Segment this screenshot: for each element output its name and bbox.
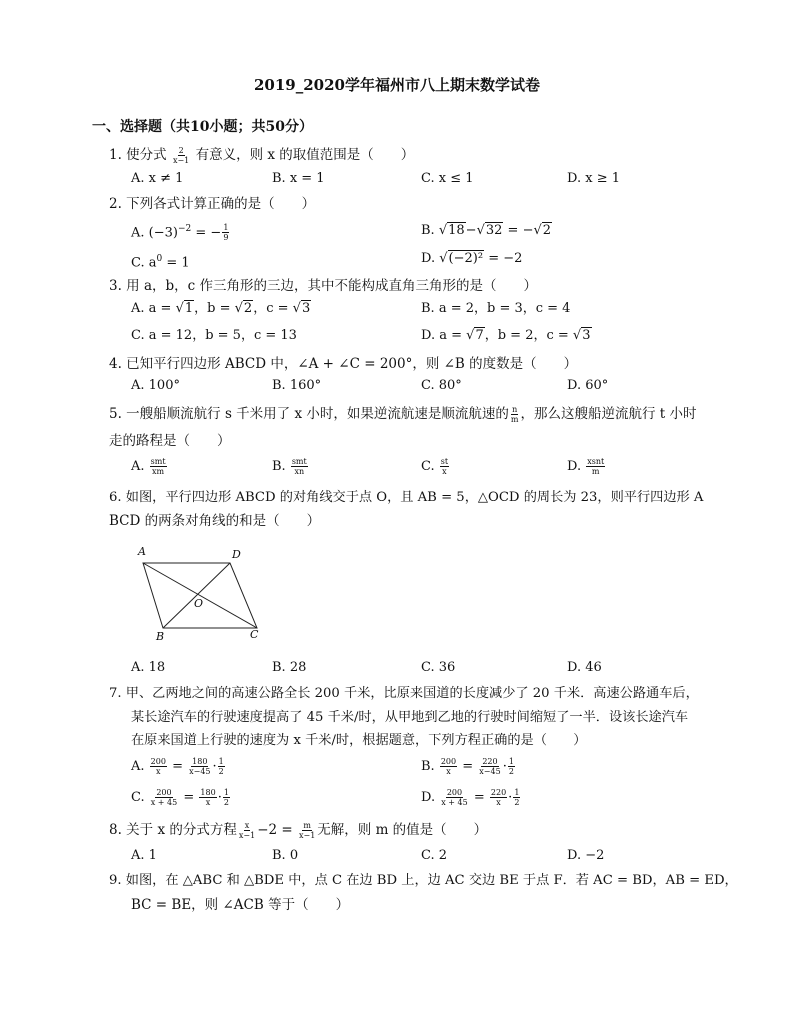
vertex-label-c: C bbox=[250, 628, 259, 641]
option-b: B. 28 bbox=[272, 660, 307, 675]
option-d: D. √(−2)² = −2 bbox=[421, 251, 523, 266]
option-a: A. $\frac{\text{smt}}{xm}$ bbox=[131, 457, 166, 476]
question-text: 有意义，则 x 的取值范围是（ ） bbox=[195, 147, 415, 163]
option-d: D. x ≥ 1 bbox=[567, 171, 620, 186]
question-5-line-2: 走的路程是（ ） bbox=[109, 433, 231, 449]
option-a: A. 18 bbox=[131, 660, 166, 675]
option-d: D. −2 bbox=[567, 848, 605, 863]
option-b: B. x = 1 bbox=[272, 171, 325, 186]
option-a: A. 1 bbox=[131, 848, 157, 863]
option-b: B. √18−√32 = −√2 bbox=[421, 223, 552, 238]
option-b: B. $\frac{\text{smt}}{xn}$ bbox=[272, 457, 307, 476]
question-3: 3. 用 a，b，c 作三角形的三边，其中不能构成直角三角形的是（ ） bbox=[109, 278, 538, 294]
page-title: 2019_2020学年福州市八上期末数学试卷 bbox=[254, 76, 540, 94]
parallelogram-figure bbox=[130, 545, 270, 645]
question-text: 1. 使分式 bbox=[109, 147, 167, 163]
option-c: C. 80° bbox=[421, 378, 462, 393]
question-9: 9. 如图，在 △ABC 和 △BDE 中，点 C 在边 BD 上，边 AC 交边 BE 于点 F．若 AC = BD，AB = ED， bbox=[109, 873, 738, 888]
option-a: A. x ≠ 1 bbox=[131, 171, 184, 186]
option-c: C. 36 bbox=[421, 660, 456, 675]
vertex-label-b: B bbox=[156, 630, 165, 643]
option-a: A. $(-3)^{-2}$ = − $\frac{1}{9}$ bbox=[131, 223, 229, 243]
question-6: 6. 如图，平行四边形 ABCD 的对角线交于点 O，且 AB = 5，△OCD 的周长为 23，则平行四边形 A bbox=[109, 490, 704, 505]
question-7-line-3: 在原来国道上行驶的速度为 x 千米/时，根据题意，下列方程正确的是（ ） bbox=[131, 733, 587, 748]
option-b: B. 160° bbox=[272, 378, 322, 393]
option-c: C. x ≤ 1 bbox=[421, 171, 474, 186]
section-heading: 一、选择题（共10小题；共50分） bbox=[92, 119, 313, 135]
option-c: C. $\frac{200}{x + 45}$ = $\frac{180}{x}$ · $\frac{1}{2}$ bbox=[131, 788, 229, 807]
option-b: B. a = 2，b = 3，c = 4 bbox=[421, 301, 571, 316]
center-label-o: O bbox=[194, 597, 204, 610]
option-d: D. a = √7，b = 2，c = √3 bbox=[421, 328, 591, 343]
option-b: B. $\frac{200}{x}$ = $\frac{220}{x-45}$ · $\frac{1}{2}$ bbox=[421, 757, 514, 776]
option-b: B. 0 bbox=[272, 848, 299, 863]
vertex-label-a: A bbox=[138, 545, 146, 558]
diagonal-bd bbox=[163, 563, 230, 628]
option-c: C. $a^0 = 1$ bbox=[131, 254, 190, 271]
question-7: 7. 甲、乙两地之间的高速公路全长 200 千米，比原来国道的长度减少了 20 千米．高速公路通车后， bbox=[109, 686, 699, 701]
question-2: 2. 下列各式计算正确的是（ ） bbox=[109, 196, 316, 212]
option-d: D. 60° bbox=[567, 378, 609, 393]
option-a: A. $\frac{200}{x}$ = $\frac{180}{x-45}$ · $\frac{1}{2}$ bbox=[131, 757, 224, 776]
fraction: $\frac{2}{x-1}$ bbox=[172, 146, 190, 165]
option-d: D. 46 bbox=[567, 660, 602, 675]
option-a: A. 100° bbox=[131, 378, 180, 393]
option-c: C. a = 12，b = 5，c = 13 bbox=[131, 328, 297, 343]
question-7-line-2: 某长途汽车的行驶速度提高了 45 千米/时，从甲地到乙地的行驶时间缩短了一半．设该长途汽车 bbox=[131, 710, 689, 725]
option-a: A. a = √1，b = √2，c = √3 bbox=[131, 301, 311, 316]
option-d: D. $\frac{\text{xsnt}}{m}$ bbox=[567, 457, 605, 476]
question-1 bbox=[109, 146, 414, 165]
question-5: 5. 一艘船顺流航行 s 千米用了 x 小时，如果逆流航速是顺流航速的 $\frac{n}{m}$ ，那么这艘船逆流航行 t 小时 bbox=[109, 405, 697, 424]
option-c: C. 2 bbox=[421, 848, 448, 863]
question-9-line-2: BC = BE，则 ∠ACB 等于（ ） bbox=[131, 897, 350, 913]
question-6-line-2: BCD 的两条对角线的和是（ ） bbox=[109, 513, 321, 529]
vertex-label-d: D bbox=[232, 548, 241, 561]
question-4: 4. 已知平行四边形 ABCD 中，∠A + ∠C = 200°，则 ∠B 的度数是（ ） bbox=[109, 356, 578, 372]
question-8: 8. 关于 x 的分式方程 $\frac{x}{x-1}$ −2 = $\frac{m}{x-1}$ 无解，则 m 的值是（ ） bbox=[109, 821, 488, 840]
option-c: C. $\frac{st}{x}$ bbox=[421, 457, 449, 476]
option-d: D. $\frac{200}{x + 45}$ = $\frac{220}{x}$ · $\frac{1}{2}$ bbox=[421, 788, 520, 807]
